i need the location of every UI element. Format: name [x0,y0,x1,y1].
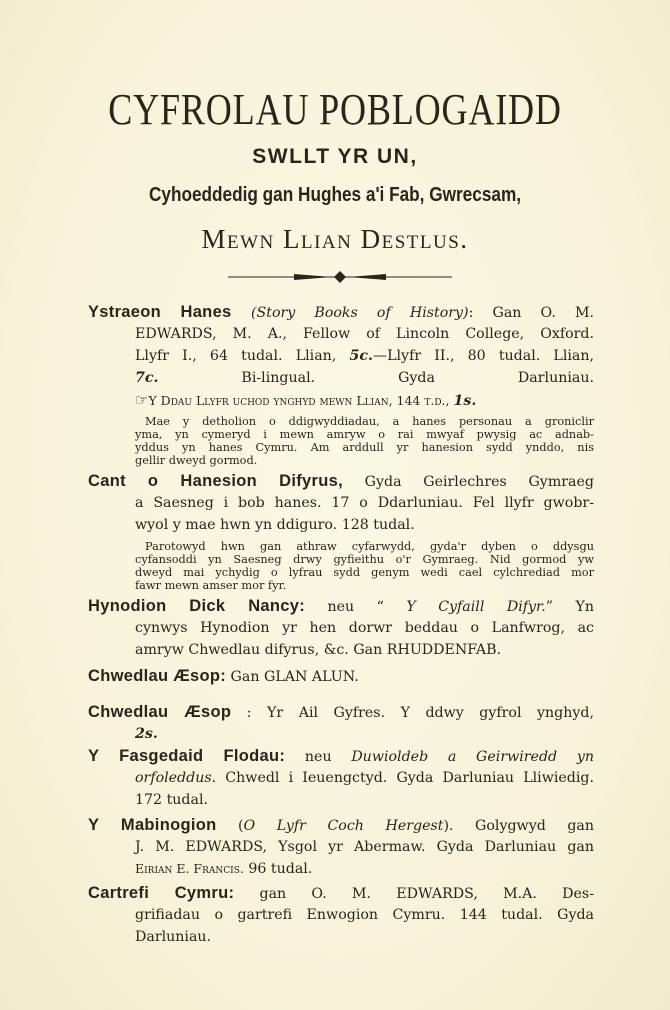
page-title: CYFROLAU POBLOGAIDD [108,85,562,134]
entry-text-line [88,492,594,514]
entry-text: orfoleddus. [135,770,217,786]
entry-note-line: gellir dweyd gormod. [135,454,258,467]
entry-heading-line [88,882,594,904]
entry-text: Bi-lingual. Gyda Darluniau. [158,370,594,386]
book-title: Hynodion Dick Nancy: [88,597,306,615]
publisher-line: Cyhoeddedig gan Hughes a'i Fab, Gwrecsam, [148,184,522,206]
binding-line: Mewn Llian Destlus. [201,224,469,254]
entry-text: wyol y mae hwn yn ddiguro. 128 tudal. [135,517,415,533]
book-entry [88,665,594,687]
entry-note-line: dweyd mai ychydig o lyfrau sydd genym wedi cael cylchrediad mor [135,566,594,579]
entry-text: —Llyfr II., 80 tudal. Llian, [372,348,594,364]
entry-text: 7c. [135,370,159,386]
book-entry [88,745,594,811]
entry-text-line [88,926,594,948]
entry-text: Chwedl i Ieuengctyd. Gyda Darluniau Lliwiedig. [216,770,594,786]
entry-text: O Lyfr Coch Hergest [243,818,444,834]
ornament-divider-icon [228,270,452,284]
entry-text-line [88,367,594,389]
entry-text: Y Cyfaill Difyr. [406,599,546,615]
book-entry [88,882,594,948]
entry-text: gan O. M. EDWARDS, M.A. Des- [234,886,594,902]
book-title: Y Mabinogion [88,816,217,834]
entry-text: Gan GLAN ALUN. [226,669,359,685]
entry-note-line: Parotowyd hwn gan athraw cyfarwydd, gyda'r dyben o ddysgu [145,540,594,553]
entry-heading-line [88,814,594,836]
book-entry [88,470,594,592]
entry-text: : Gan O. M. [468,305,594,321]
entry-text-line [88,617,594,639]
entry-text: ( [216,818,244,834]
entry-note-line: fawr mewn amser mor fyr. [135,579,287,592]
book-title: Cant o Hanesion Difyrus, [88,472,343,490]
entry-text-line [88,789,594,811]
entry-text: grifiadau o gartrefi Enwogion Cymru. 144 tudal. Gyda [135,907,594,923]
book-entry [88,814,594,880]
entry-heading-line [88,665,594,687]
entry-note-line: yddus yn hanes Cymru. Am arddull yr hanesion sydd ynddo, nis [135,441,594,454]
entry-text: EDWARDS, M. A., Fellow of Lincoln College, Oxford. [135,326,594,342]
entry-text: ). Golygwyd gan [443,818,594,834]
entry-heading-line [88,301,594,323]
entry-text: Gyda Geirlechres Gymraeg [342,474,594,490]
entry-text-line [88,858,594,880]
entry-text: J. M. EDWARDS, Ysgol yr Abermaw. Gyda Darluniau gan [135,839,594,855]
book-title: Y Fasgedaid Flodau: [88,747,286,765]
book-entry [88,301,594,467]
entry-heading-line [88,470,594,492]
entry-text: : Yr Ail Gyfres. Y ddwy gyfrol ynghyd, [231,705,594,721]
entry-text: Llyfr I., 64 tudal. Llian, [135,348,350,364]
entry-text-line [88,345,594,367]
entry-text: neu [285,749,352,765]
entry-heading-line [88,701,594,723]
entry-text: a Saesneg i bob hanes. 17 o Ddarluniau. Fel llyfr gwobr- [135,495,594,511]
entry-text: 2s. [135,726,158,742]
entry-text-line [88,639,594,661]
entry-text: 5c. [349,348,373,364]
entry-text: 96 tudal. [243,861,313,877]
entry-text: Y Ddau Llyfr uchod ynghyd mewn Llian, 144 t.d., [148,393,454,408]
entry-heading-line [88,745,594,767]
entry-text-line [88,323,594,345]
series-heading: SWLLT YR UN, [252,145,418,168]
entry-note-line: Mae y detholion o ddigwyddiadau, a hanes personau a groniclir [145,415,594,428]
entry-text-line [88,767,594,789]
entry-text: ” Yn [545,599,594,615]
entry-text: 172 tudal. [135,792,209,808]
entry-text: Darluniau. [135,929,212,945]
book-entry [88,701,594,745]
entry-text: neu “ [305,599,407,615]
entry-text: Duwioldeb a Geirwiredd yn [351,749,594,765]
entry-text-line [88,904,594,926]
book-title: Chwedlau Æsop: [88,667,227,685]
book-entry [88,595,594,661]
entry-text: (Story Books of History) [251,305,469,321]
entry-text: 1s. [453,393,477,409]
entry-heading-line [88,595,594,617]
book-title: Ystraeon Hanes [88,303,252,321]
entry-text-line [88,723,594,745]
entry-text: cynwys Hynodion yr hen dorwr beddau o Lanfwrog, ac [135,620,594,636]
entry-text: Eirian E. Francis. [135,861,244,876]
book-title: Cartrefi Cymru: [88,884,235,902]
entry-text-line [88,389,594,411]
book-title: Chwedlau Æsop [88,703,232,721]
pointing-hand-icon: ☞ [135,391,149,409]
entry-note-line: yma, yn cymeryd i mewn amryw o rai mwyaf pwysig ac adnab- [135,428,594,441]
entry-note-line: cyfansoddi yn Saesneg drwy gyfieithu o'r Gymraeg. Nid gormod yw [135,553,594,566]
entry-text-line [88,836,594,858]
entry-text: amryw Chwedlau difyrus, &c. Gan RHUDDENFAB. [135,642,502,658]
entry-text-line [88,514,594,536]
